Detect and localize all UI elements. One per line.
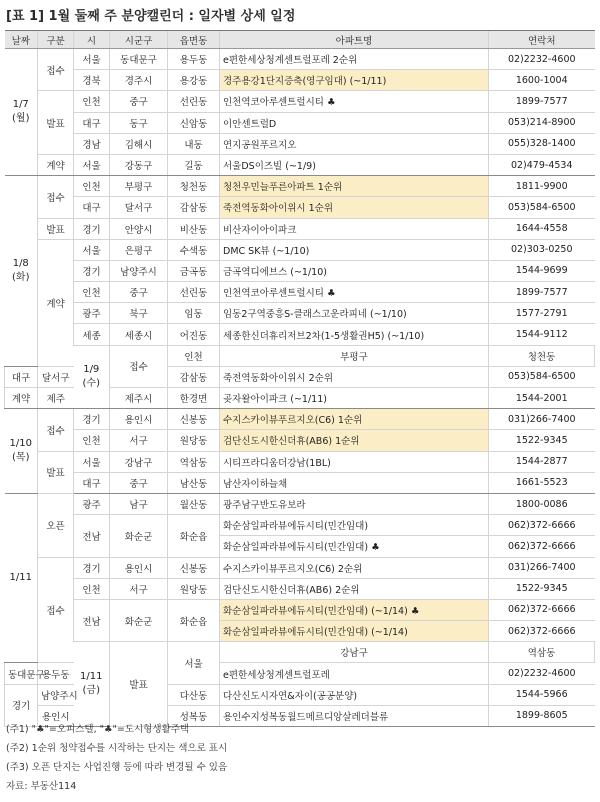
neighborhood-cell: 청천동 [489,345,595,366]
table-row [5,112,595,133]
city-cell: 광주 [74,303,110,324]
district-cell: 세종시 [110,324,168,345]
apartment-name-cell: 화순삼일파라뷰에듀시티(민간임대) (~1/14) ♣ [220,599,489,620]
district-cell: 중구 [110,282,168,303]
category-cell: 계약 [38,154,74,175]
contact-cell: 1522-9345 [489,578,595,599]
contact-cell: 1661-5523 [489,472,595,493]
category-cell: 발표 [38,218,74,239]
footnote-1: (주1) "♣"=오피스텔, "♣"=도시형생활주택 [6,724,190,735]
district-cell: 강동구 [110,154,168,175]
apartment-name-cell: 연지공원푸르지오 [220,133,489,154]
table-row [5,303,595,324]
table-body [5,49,595,727]
table-row [5,578,595,599]
contact-cell: 02)303-0250 [489,239,595,260]
district-cell: 중구 [110,472,168,493]
district-cell: 화순군 [110,515,168,557]
table-row [5,515,595,536]
neighborhood-cell: 원당동 [168,578,220,599]
date-cell: 1/11 [5,493,38,663]
city-cell: 전남 [74,599,110,641]
district-cell: 달서구 [38,366,74,387]
neighborhood-cell: 비산동 [168,218,220,239]
table-row [5,133,595,154]
table-row [5,409,595,430]
neighborhood-cell: 원당동 [168,430,220,451]
category-cell: 발표 [110,642,168,727]
city-cell: 인천 [74,91,110,112]
neighborhood-cell: 임동 [168,303,220,324]
district-cell: 동대문구 [110,49,168,70]
contact-cell: 1544-2877 [489,451,595,472]
apartment-name-cell: 용인수지성복동월드메르디앙살레더블류 [220,705,489,726]
table-row [5,260,595,281]
city-cell: 서울 [74,49,110,70]
city-cell: 인천 [74,430,110,451]
table-row [5,154,595,175]
district-cell: 화순군 [110,599,168,641]
city-cell: 광주 [74,493,110,514]
apartment-name-cell: 화순삼일파라뷰에듀시티(민간임대) [220,515,489,536]
table-title-text: [표 1] 1월 둘째 주 분양캘린더 : 일자별 상세 일정 [6,9,296,24]
district-cell: 남양주시 [38,684,74,705]
city-cell: 대구 [74,112,110,133]
neighborhood-cell: 감삼동 [168,366,220,387]
district-cell: 강남구 [220,642,489,663]
apartment-name-cell: 비산자이아이파크 [220,218,489,239]
district-cell: 동구 [110,112,168,133]
apartment-name-cell: 청천우민늘푸른아파트 1순위 [220,176,489,197]
apartment-name-cell: 남산자이하늘채 [220,472,489,493]
table-row [5,176,595,197]
header-date: 날짜 [5,31,38,49]
neighborhood-cell: 길동 [168,154,220,175]
neighborhood-cell: 청천동 [168,176,220,197]
table-title [6,5,295,24]
table-row [5,472,595,493]
date-cell: 1/9 (수) [74,345,110,409]
district-cell: 용인시 [110,557,168,578]
contact-cell: 1577-2791 [489,303,595,324]
category-cell: 접수 [110,345,168,387]
contact-cell: 053)214-8900 [489,112,595,133]
district-cell: 용인시 [38,705,74,726]
apartment-name-cell: 곶자왈아이파크 (~1/11) [220,388,489,409]
contact-cell: 031)266-7400 [489,557,595,578]
apartment-name-cell: 이안센트럴D [220,112,489,133]
contact-cell: 055)328-1400 [489,133,595,154]
city-cell: 서울 [74,239,110,260]
contact-cell: 1899-8605 [489,705,595,726]
contact-cell: 02)2232-4600 [489,49,595,70]
apartment-name-cell: 다산신도시자연&자이(공공분양) [220,684,489,705]
header-type: 구분 [38,31,74,49]
city-cell: 서울 [74,154,110,175]
table-row [5,324,595,345]
neighborhood-cell: 한경면 [168,388,220,409]
city-cell: 대구 [5,366,38,387]
table-row [5,345,595,366]
district-cell: 남양주시 [110,260,168,281]
apartment-name-cell: 수지스카이뷰푸르지오(C6) 2순위 [220,557,489,578]
neighborhood-cell: 신암동 [168,112,220,133]
category-cell: 발표 [38,451,74,493]
contact-cell: 1811-9900 [489,176,595,197]
city-cell: 인천 [74,282,110,303]
city-cell: 경기 [74,557,110,578]
apartment-name-cell: 금곡역디에브스 (~1/10) [220,260,489,281]
apartment-name-cell: DMC SK뷰 (~1/10) [220,239,489,260]
table-row [5,239,595,260]
neighborhood-cell: 월산동 [168,493,220,514]
apartment-name-cell: 인천역코아루센트럴시티 ♣ [220,91,489,112]
contact-cell: 1544-9112 [489,324,595,345]
date-cell: 1/10 (목) [5,409,38,494]
header-apartment: 아파트명 [220,31,489,49]
city-cell: 세종 [74,324,110,345]
apartment-name-cell: 죽전역동화아이위시 1순위 [220,197,489,218]
table-row [5,642,595,663]
neighborhood-cell: 다산동 [168,684,220,705]
category-cell: 접수 [38,49,74,91]
category-cell: 계약 [38,239,74,366]
neighborhood-cell: 용두동 [168,49,220,70]
table-row [5,451,595,472]
neighborhood-cell: 용강동 [168,70,220,91]
contact-cell: 031)266-7400 [489,409,595,430]
district-cell: 용인시 [110,409,168,430]
contact-cell: 1544-2001 [489,388,595,409]
header-si: 시 [74,31,110,49]
neighborhood-cell: 내동 [168,133,220,154]
table-row [5,70,595,91]
contact-cell: 1544-9699 [489,260,595,281]
neighborhood-cell: 남산동 [168,472,220,493]
contact-cell: 062)372-6666 [489,621,595,642]
contact-cell: 1899-7577 [489,91,595,112]
city-cell: 대구 [74,197,110,218]
contact-cell: 062)372-6666 [489,599,595,620]
apartment-name-cell: 화순삼일파라뷰에듀시티(민간임대) (~1/14) [220,621,489,642]
district-cell: 김해시 [110,133,168,154]
schedule-table [4,30,595,727]
apartment-name-cell: 인천역코아루센트럴시티 ♣ [220,282,489,303]
neighborhood-cell: 화순읍 [168,599,220,641]
footnote-2: (주2) 1순위 청약접수를 시작하는 단지는 색으로 표시 [6,743,228,754]
city-cell: 경남 [74,133,110,154]
date-cell: 1/7 (월) [5,49,38,176]
neighborhood-cell: 신봉동 [168,409,220,430]
district-cell: 은평구 [110,239,168,260]
contact-cell: 1600-1004 [489,70,595,91]
neighborhood-cell: 성복동 [168,705,220,726]
city-cell: 서울 [74,451,110,472]
footnotes [6,720,227,796]
table-row [5,91,595,112]
city-cell: 경기 [5,684,38,726]
header-sigungu: 시군구 [110,31,168,49]
table-row [5,599,595,620]
apartment-name-cell: 검단신도시한신더휴(AB6) 2순위 [220,578,489,599]
header-contact: 연락처 [489,31,595,49]
contact-cell: 1800-0086 [489,493,595,514]
city-cell: 경기 [74,260,110,281]
source-note: 자료: 부동산114 [6,781,77,792]
apartment-name-cell: 세종한신더휴리저브2차(1-5생활권H5) (~1/10) [220,324,489,345]
table-row [5,218,595,239]
neighborhood-cell: 선린동 [168,91,220,112]
city-cell: 대구 [74,472,110,493]
footnote-3: (주3) 오픈 단지는 사업진행 등에 따라 변경될 수 있음 [6,762,228,773]
district-cell: 부평구 [220,345,489,366]
header-dong: 읍면동 [168,31,220,49]
apartment-name-cell: 검단신도시한신더휴(AB6) 1순위 [220,430,489,451]
contact-cell: 1522-9345 [489,430,595,451]
contact-cell: 1899-7577 [489,282,595,303]
neighborhood-cell: 감삼동 [168,197,220,218]
table-row [5,197,595,218]
category-cell: 접수 [38,176,74,218]
district-cell: 남구 [110,493,168,514]
table-row [5,493,595,514]
city-cell: 경북 [74,70,110,91]
city-cell: 경기 [74,218,110,239]
table-row [5,282,595,303]
neighborhood-cell: 역삼동 [168,451,220,472]
district-cell: 북구 [110,303,168,324]
district-cell: 강남구 [110,451,168,472]
neighborhood-cell: 금곡동 [168,260,220,281]
neighborhood-cell: 화순읍 [168,515,220,557]
category-cell: 접수 [38,409,74,451]
district-cell: 경주시 [110,70,168,91]
table-row [5,430,595,451]
district-cell: 서구 [110,578,168,599]
apartment-name-cell: 죽전역동화아이위시 2순위 [220,366,489,387]
apartment-name-cell: 임동2구역중흥S-클래스고운라피네 (~1/10) [220,303,489,324]
city-cell: 인천 [74,578,110,599]
district-cell: 부평구 [110,176,168,197]
neighborhood-cell: 용두동 [38,663,74,684]
city-cell: 인천 [168,345,220,366]
contact-cell: 062)372-6666 [489,515,595,536]
district-cell: 안양시 [110,218,168,239]
district-cell: 달서구 [110,197,168,218]
date-cell: 1/11 (금) [74,642,110,727]
date-cell: 1/8 (화) [5,176,38,367]
category-cell: 발표 [38,91,74,155]
neighborhood-cell: 어진동 [168,324,220,345]
city-cell: 제주 [38,388,74,409]
apartment-name-cell: e편한세상청계센트럴포레 2순위 [220,49,489,70]
district-cell: 서구 [110,430,168,451]
contact-cell: 1644-4558 [489,218,595,239]
apartment-name-cell: 화순삼일파라뷰에듀시티(민간임대) ♣ [220,536,489,557]
category-cell: 오픈 [38,493,74,557]
contact-cell: 062)372-6666 [489,536,595,557]
apartment-name-cell: e편한세상청계센트럴포레 [220,663,489,684]
contact-cell: 02)479-4534 [489,154,595,175]
district-cell: 동대문구 [5,663,38,684]
district-cell: 제주시 [110,388,168,409]
apartment-name-cell: 서울DS이즈빌 (~1/9) [220,154,489,175]
apartment-name-cell: 수지스카이뷰푸르지오(C6) 1순위 [220,409,489,430]
table-row [5,557,595,578]
contact-cell: 02)2232-4600 [489,663,595,684]
neighborhood-cell: 신봉동 [168,557,220,578]
contact-cell: 053)584-6500 [489,366,595,387]
apartment-name-cell: 경주용강1단지증축(영구임대) (~1/11) [220,70,489,91]
category-cell: 계약 [5,388,38,409]
contact-cell: 053)584-6500 [489,197,595,218]
city-cell: 전남 [74,515,110,557]
neighborhood-cell: 선린동 [168,282,220,303]
category-cell: 접수 [38,557,74,663]
table-row [5,49,595,70]
neighborhood-cell: 수색동 [168,239,220,260]
apartment-name-cell: 광주남구반도유보라 [220,493,489,514]
city-cell: 경기 [74,409,110,430]
district-cell: 중구 [110,91,168,112]
contact-cell: 1544-5966 [489,684,595,705]
apartment-name-cell: 시티프라디움더강남(1BL) [220,451,489,472]
table-header-row [5,31,595,49]
city-cell: 인천 [74,176,110,197]
neighborhood-cell: 역삼동 [489,642,595,663]
city-cell: 서울 [168,642,220,684]
